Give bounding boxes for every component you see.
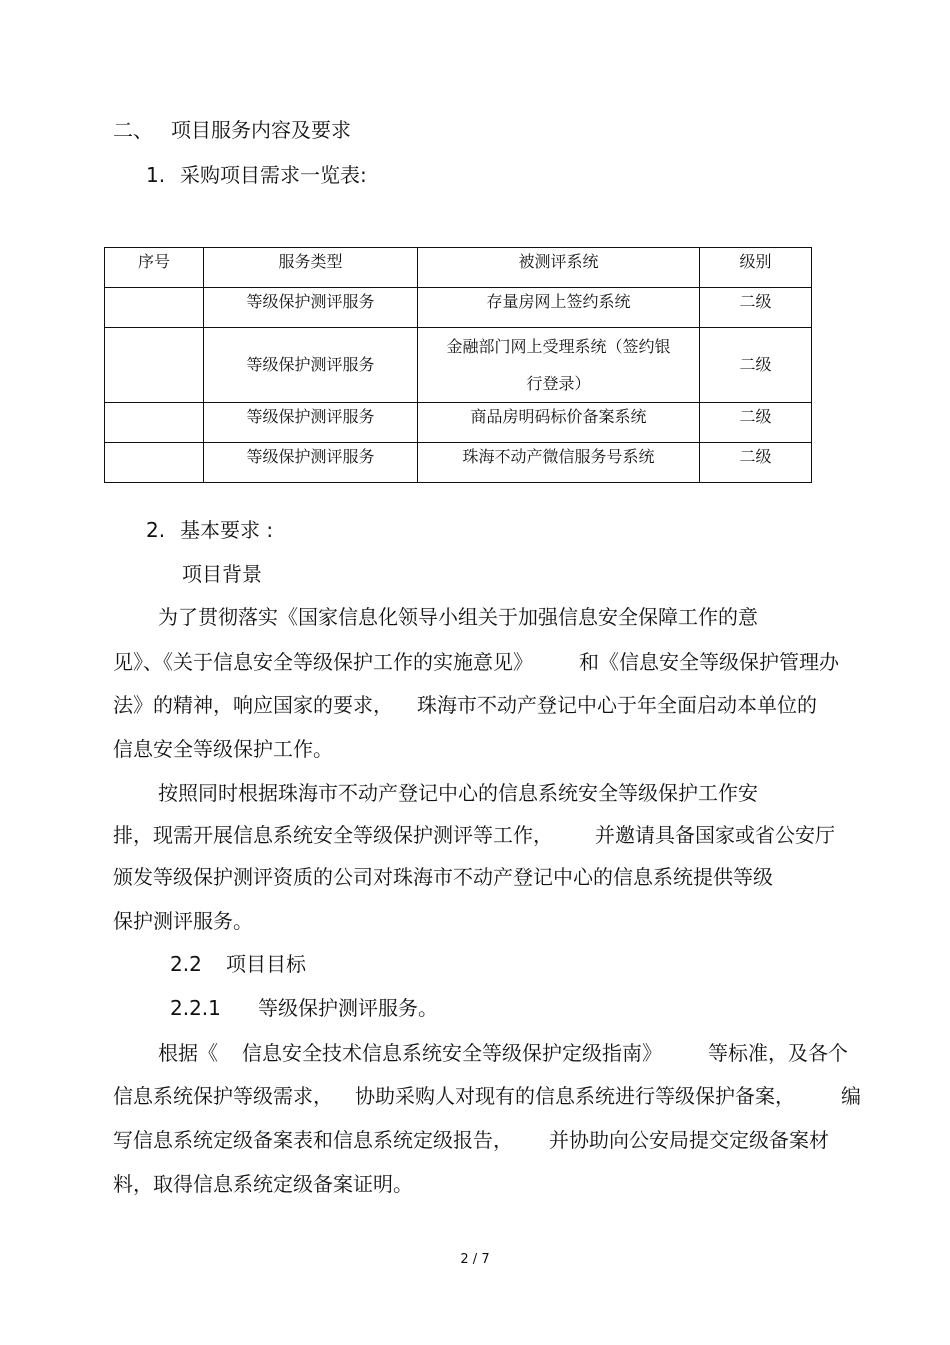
para3-line4: 料，取得信息系统定级备案证明。	[113, 1172, 413, 1196]
para3-line2-b: 协助采购人对现有的信息系统进行等级保护备案，	[355, 1084, 795, 1108]
para1-line1: 为了贯彻落实《国家信息化领导小组关于加强信息安全保障工作的意	[158, 605, 758, 629]
item1-number: 1.	[146, 163, 166, 187]
sub221-title: 等级保护测评服务。	[258, 996, 438, 1020]
para2-line3: 颁发等级保护测评资质的公司对珠海市不动产登记中心的信息系统提供等级	[113, 865, 773, 889]
cell-system: 商品房明码标价备案系统	[418, 403, 700, 443]
para1-line3-a: 法》的精神，响应国家的要求，	[113, 693, 393, 717]
item1-heading	[146, 162, 367, 188]
sub221-heading	[170, 995, 438, 1021]
item2-number: 2.	[146, 518, 166, 542]
section-number: 二、	[113, 118, 153, 142]
cell-seq	[105, 288, 204, 328]
requirements-table	[104, 247, 812, 483]
cell-level: 二级	[700, 328, 812, 403]
para2-line4: 保护测评服务。	[113, 909, 253, 933]
section-heading	[113, 117, 351, 143]
sub22-number: 2.2	[170, 952, 202, 976]
table-row	[105, 403, 812, 443]
para1-line3	[113, 692, 817, 718]
para1-line4: 信息安全等级保护工作。	[113, 737, 333, 761]
cell-service-type: 等级保护测评服务	[204, 403, 418, 443]
item1-title: 采购项目需求一览表:	[180, 163, 367, 187]
table-row	[105, 288, 812, 328]
cell-service-type: 等级保护测评服务	[204, 328, 418, 403]
header-seq: 序号	[105, 248, 204, 288]
sub22-heading	[170, 951, 306, 977]
para2-line1: 按照同时根据珠海市不动产登记中心的信息系统安全等级保护工作安	[158, 781, 758, 805]
para3-line1-a: 根据《	[158, 1041, 218, 1065]
para3-line1-c: 等标准，及各个	[708, 1041, 848, 1065]
cell-service-type: 等级保护测评服务	[204, 288, 418, 328]
para3-line1-b: 信息安全技术信息系统安全等级保护定级指南》	[242, 1041, 662, 1065]
background-heading: 项目背景	[182, 562, 262, 586]
para2-line2-a: 排，现需开展信息系统安全等级保护测评等工作，	[113, 823, 553, 847]
para3-line3-a: 写信息系统定级备案表和信息系统定级报告，	[113, 1128, 513, 1152]
section-title: 项目服务内容及要求	[171, 118, 351, 142]
page-number: 2 / 7	[460, 1252, 490, 1267]
header-level: 级别	[700, 248, 812, 288]
table-row	[105, 443, 812, 483]
cell-level: 二级	[700, 403, 812, 443]
cell-level: 二级	[700, 443, 812, 483]
para3-line3	[113, 1127, 829, 1153]
item2-heading	[146, 517, 274, 543]
para3-line2	[113, 1083, 861, 1109]
header-service-type: 服务类型	[204, 248, 418, 288]
cell-system: 存量房网上签约系统	[418, 288, 700, 328]
cell-seq	[105, 443, 204, 483]
para3-line2-a: 信息系统保护等级需求，	[113, 1084, 333, 1108]
table-row	[105, 328, 812, 403]
cell-system	[418, 328, 700, 403]
table-header-row	[105, 248, 812, 288]
para1-line2-a: 见》、《关于信息安全等级保护工作的实施意见》	[113, 650, 533, 674]
para3-line2-c: 编	[841, 1084, 861, 1108]
para1-line2-b: 和《信息安全等级保护管理办	[579, 650, 839, 674]
para1-line2	[113, 649, 839, 675]
para3-line3-b: 并协助向公安局提交定级备案材	[549, 1128, 829, 1152]
sub22-title: 项目目标	[226, 952, 306, 976]
cell-system-line1: 金融部门网上受理系统（签约银	[446, 337, 671, 356]
para2-line2-b: 并邀请具备国家或省公安厅	[595, 823, 835, 847]
para3-line1	[158, 1040, 848, 1066]
para1-line3-b: 珠海市不动产登记中心于年全面启动本单位的	[417, 693, 817, 717]
cell-service-type: 等级保护测评服务	[204, 443, 418, 483]
header-system: 被测评系统	[418, 248, 700, 288]
cell-level: 二级	[700, 288, 812, 328]
cell-seq	[105, 328, 204, 403]
sub221-number: 2.2.1	[170, 996, 221, 1020]
cell-seq	[105, 403, 204, 443]
para2-line2	[113, 822, 835, 848]
item2-title: 基本要求 :	[180, 518, 274, 542]
cell-system: 珠海不动产微信服务号系统	[418, 443, 700, 483]
cell-system-line2: 行登录）	[526, 374, 591, 393]
